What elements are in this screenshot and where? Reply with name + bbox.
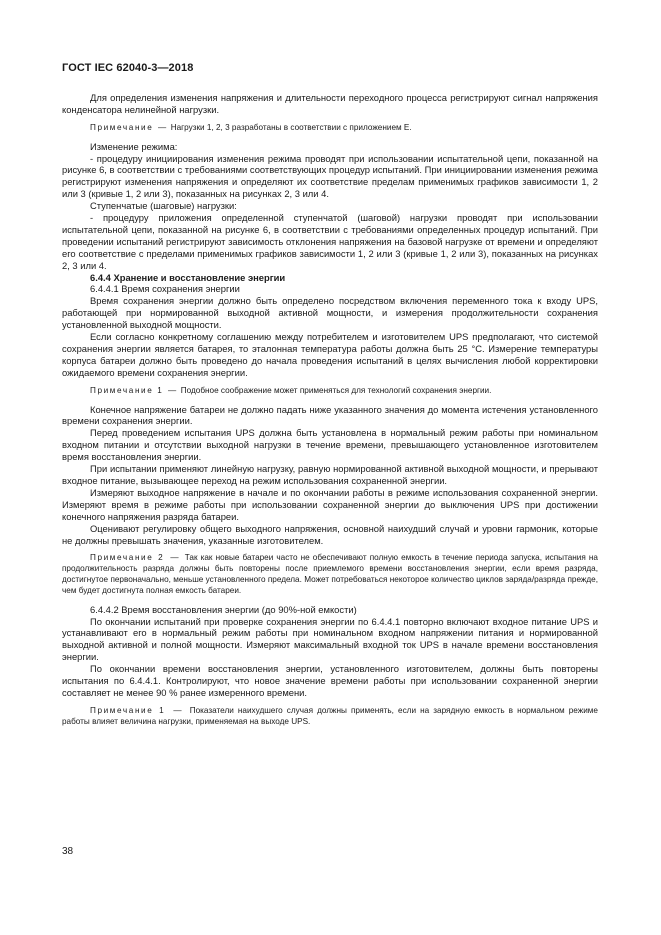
note-dash: —	[157, 122, 167, 132]
note	[62, 706, 598, 728]
paragraph: Перед проведением испытания UPS должна быть установлена в нормальный режим работы при номинальном входном питании и отсутствии выходной нагрузки в течение времени, превышающего установленное изготовителем время восстановления энергии.	[62, 427, 598, 463]
note	[62, 386, 598, 397]
paragraph: - процедуру инициирования изменения режима проводят при использовании испытательной цепи, показанной на рисунке 6, в соответствии с требованиями соответствующих процедур испытаний. При инициировании изменения режима регистрируют изменения напряжения и определяют их соответствие пределам применимых графиков зависимости 1, 2 или 3 (кривые 1, 2 или 3), показанных на рисунках 2, 3 или 4.	[62, 152, 598, 200]
paragraph: По окончании времени восстановления энергии, установленного изготовителем, должны быть повторены испытания по 6.4.4.1. Контролируют, что новое значение времени работы при использовании сохраненной энергии составляет не менее 90 % ранее измеренного времени.	[62, 663, 598, 698]
note-label: Примечание	[90, 122, 154, 132]
paragraph: Конечное напряжение батареи не должно падать ниже указанного значения до момента истечения установленного времени сохранения энергии.	[62, 403, 598, 427]
paragraph: - процедуру приложения определенной ступенчатой (шаговой) нагрузки проводят при использовании испытательной цепи, показанной на рисунке 6, в соответствии с требованиями определенных процедур испытаний. При проведении испытаний регистрируют зависимость отклонения напряжения на базовой нагрузке от времени и определяют его соответствие с пределами применимых графиков зависимости 1, 2 или 3 (кривые 1, 2 или 3), показанных на рисунках 2, 3 или 4.	[62, 212, 598, 271]
note-dash: —	[173, 705, 182, 715]
note-label: Примечание 2	[90, 553, 165, 563]
paragraph: Оценивают регулировку общего выходного напряжения, основной наихудший случай и уровни гармоник, которые не должны превышать значения, указанные изготовителем.	[62, 522, 598, 546]
note-text: Показатели наихудшего случая должны применять, если на зарядную емкость в нормальном режиме работы влияет величина нагрузки, применяемая на выходе UPS.	[62, 705, 598, 726]
document-header: ГОСТ IEC 62040-3—2018	[62, 62, 194, 74]
section-title: Время восстановления энергии (до 90%-ной емкости)	[121, 603, 357, 615]
section-heading-6-4-4-1	[62, 283, 598, 295]
section-number: 6.4.4.1	[90, 283, 119, 295]
page-body	[62, 92, 598, 734]
section-number: 6.4.4	[90, 271, 111, 283]
note-label: Примечание 1	[90, 385, 164, 395]
paragraph: По окончании испытаний при проверке сохранения энергии по 6.4.4.1 повторно включают входное питание UPS и устанавливают его в нормальный режим работы при номинальном входном напряжении питания и нормированной выходной активной и полной мощности. Измеряют максимальный входной ток UPS в начале времени восстановления энергии.	[62, 615, 598, 663]
note	[62, 123, 598, 134]
paragraph: Измеряют выходное напряжение в начале и по окончании работы в режиме использования сохраненной энергии. Измеряют время в режиме работы при использовании сохраненной энергии до выключения UPS при достижении конечного напряжения разряда батареи.	[62, 486, 598, 522]
paragraph: Ступенчатые (шаговые) нагрузки:	[90, 200, 237, 212]
paragraph: Для определения изменения напряжения и длительности переходного процесса регистрируют сигнал напряжения конденсатора нелинейной нагрузки.	[62, 92, 598, 115]
paragraph: Изменение режима:	[90, 140, 178, 152]
note-text: Так как новые батареи часто не обеспечивают полную емкость в течение периода запуска, испытания на продолжительность разряда должны быть повторены после приемлемого времени восстановления энергии, если время разряда, достигнутое первоначально, меньше установленного предела. Может потребоваться некоторое количество циклов заряда/разряда прежде, чем будет достигнута полная емкость батареи.	[62, 553, 598, 595]
note-dash: —	[170, 553, 179, 563]
section-title: Время сохранения энергии	[121, 283, 240, 295]
note-label: Примечание 1	[90, 705, 166, 715]
section-heading-6-4-4-2	[62, 604, 598, 616]
section-number: 6.4.4.2	[90, 603, 119, 615]
note	[62, 553, 598, 596]
note-text: Нагрузки 1, 2, 3 разработаны в соответствии с приложением Е.	[170, 122, 412, 132]
page-number: 38	[62, 846, 74, 857]
paragraph: Если согласно конкретному соглашению между потребителем и изготовителем UPS предполагают, что системой сохранения энергии является батарея, то эталонная температура работы должна быть 25 °С. Измерение температуры корпуса батареи должно быть проведено до начала проведения испытаний в целях вычисления любой корректировки ожидаемого времени сохранения энергии.	[62, 331, 598, 378]
note-text: Подобное соображение может применяться для технологий сохранения энергии.	[180, 385, 492, 395]
paragraph: Время сохранения энергии должно быть определено посредством включения переменного тока к входу UPS, работающей при нормированной выходной активной мощности, и измерения продолжительности сохранения установленной выходной мощности.	[62, 295, 598, 331]
paragraph: При испытании применяют линейную нагрузку, равную нормированной активной выходной мощности, и прерывают входное питание, вызывающее переход на режим использования сохраненной энергии.	[62, 463, 598, 486]
note-dash: —	[167, 385, 177, 395]
section-title: Хранение и восстановление энергии	[113, 271, 286, 283]
section-heading-6-4-4	[62, 272, 598, 284]
